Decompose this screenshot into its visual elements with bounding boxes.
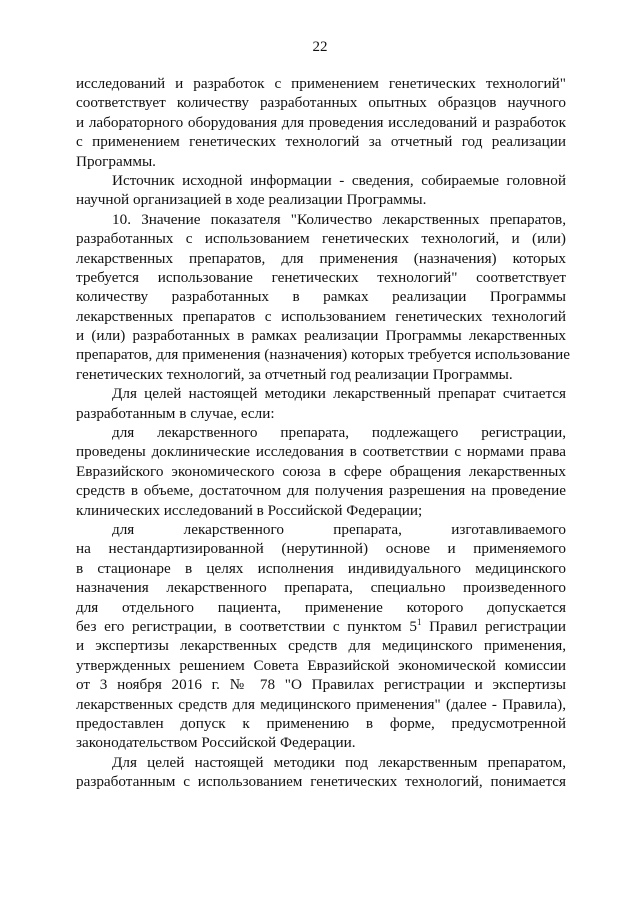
paragraph bbox=[76, 384, 566, 423]
text-line: для отдельного пациента, применение которого допускается bbox=[76, 598, 566, 616]
text-line: назначения лекарственного препарата, специально произведенного bbox=[76, 579, 566, 597]
text-line: разработанным с использованием генетических технологий, понимается bbox=[76, 773, 566, 791]
paragraph bbox=[76, 210, 571, 385]
text-line: в стационаре в целях исполнения индивидуального медицинского bbox=[76, 559, 566, 577]
text-line: 10. Значение показателя "Количество лекарственных препаратов, bbox=[112, 210, 566, 228]
text-line: Евразийского экономического союза в сфере обращения лекарственных bbox=[76, 462, 566, 480]
paragraph bbox=[76, 753, 566, 792]
footnote-marker: 1 bbox=[416, 616, 422, 627]
text-line: для лекарственного препарата, подлежащего регистрации, bbox=[112, 424, 566, 442]
text-line: количеству разработанных в рамках реализации Программы bbox=[76, 288, 566, 306]
text-line: разработанным в случае, если: bbox=[76, 404, 275, 422]
text-line: Источник исходной информации - сведения, собираемые головной bbox=[112, 171, 566, 189]
text-line: средств в объеме, достаточном для получения разрешения на проведение bbox=[76, 482, 566, 500]
text-segment: без его регистрации, в соответствии с пунктом 5 bbox=[76, 617, 417, 635]
paragraph bbox=[76, 520, 566, 753]
text-line: соответствует количеству разработанных опытных образцов научного bbox=[76, 94, 566, 112]
text-line: препаратов, для применения (назначения) которых требуется использование bbox=[76, 346, 571, 364]
text-line: и лабораторного оборудования для проведения исследований и разработок bbox=[76, 113, 566, 131]
text-line: лекарственных препаратов, для применения (назначения) которых bbox=[76, 249, 566, 267]
text-line: предоставлен допуск к применению в форме, предусмотренной bbox=[76, 714, 566, 732]
text-line: и экспертизы лекарственных средств для медицинского применения, bbox=[76, 637, 566, 655]
text-line: Для целей настоящей методики под лекарственным препаратом, bbox=[112, 753, 566, 771]
text-line: научной организацией в ходе реализации Программы. bbox=[76, 191, 427, 209]
text-line: лекарственных препаратов с использованием генетических технологий bbox=[76, 307, 566, 325]
paragraph bbox=[76, 423, 566, 520]
paragraph bbox=[76, 74, 566, 171]
text-line: с применением генетических технологий за отчетный год реализации bbox=[76, 133, 566, 151]
text-line: Для целей настоящей методики лекарственный препарат считается bbox=[112, 385, 566, 403]
text-line: проведены доклинические исследования в соответствии с нормами права bbox=[76, 443, 566, 461]
text-line: исследований и разработок с применением генетических технологий" bbox=[76, 75, 566, 92]
text-line: клинических исследований в Российской Федерации; bbox=[76, 501, 423, 519]
text-line bbox=[76, 617, 566, 636]
text-segment: Правил регистрации bbox=[421, 617, 567, 635]
text-line: законодательством Российской Федерации. bbox=[76, 734, 356, 752]
text-line: генетических технологий, за отчетный год реализации Программы. bbox=[76, 365, 513, 383]
text-line: для лекарственного препарата, изготавливаемого bbox=[112, 520, 566, 538]
text-line: лекарственных средств для медицинского применения" (далее - Правила), bbox=[76, 695, 566, 713]
text-line: Программы. bbox=[76, 152, 156, 170]
text-line: на нестандартизированной (нерутинной) основе и применяемого bbox=[76, 540, 566, 558]
paragraph bbox=[76, 171, 566, 210]
text-line: и (или) разработанных в рамках реализации Программы лекарственных bbox=[76, 327, 566, 345]
page-number: 22 bbox=[312, 39, 328, 55]
text-line: утвержденных решением Совета Евразийской экономической комиссии bbox=[76, 656, 566, 674]
document-body bbox=[76, 74, 571, 791]
text-line: от 3 ноября 2016 г. № 78 "О Правилах регистрации и экспертизы bbox=[76, 676, 566, 694]
text-line: разработанных с использованием генетических технологий, и (или) bbox=[76, 230, 566, 248]
text-line: требуется использование генетических технологий" соответствует bbox=[76, 268, 566, 286]
